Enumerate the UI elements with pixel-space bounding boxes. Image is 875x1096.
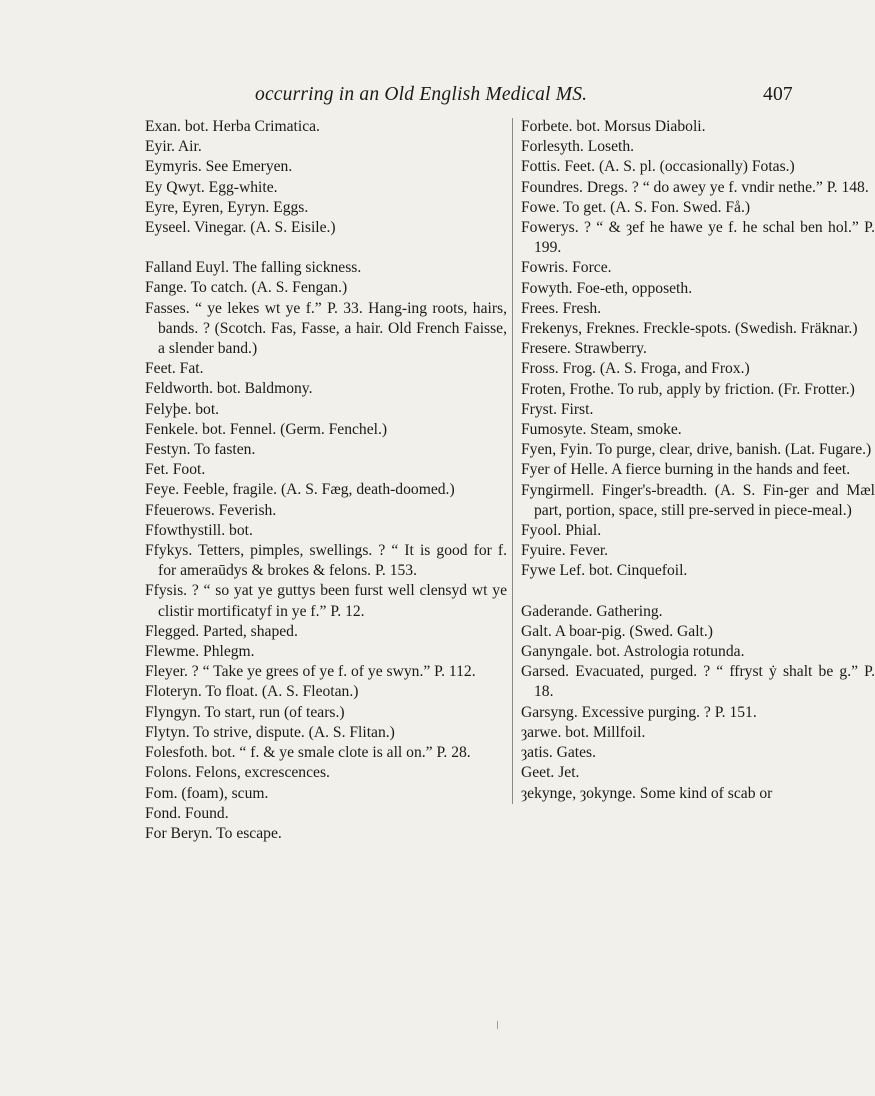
glossary-entry-garsed: Garsed. Evacuated, purged. ? “ ffryst ẏ shalt be g.” P. 18. bbox=[521, 663, 875, 701]
glossary-entry-ffowthystill: Ffowthystill. bot. bbox=[145, 521, 253, 539]
glossary-entry-ganyngale: Ganyngale. bot. Astrologia rotunda. bbox=[521, 643, 745, 661]
page-number: 407 bbox=[763, 84, 793, 105]
glossary-entry-for-beryn: For Beryn. To escape. bbox=[145, 824, 282, 842]
glossary-entry-fowyth: Fowyth. Foe-eth, opposeth. bbox=[521, 279, 693, 297]
section-gap bbox=[521, 582, 875, 602]
glossary-entry-feye: Feye. Feeble, fragile. (A. S. Fæg, death-doomed.) bbox=[145, 481, 455, 499]
glossary-entry-forbete: Forbete. bot. Morsus Diaboli. bbox=[521, 118, 706, 135]
glossary-entry-ey-qwyt: Ey Qwyt. Egg-white. bbox=[145, 178, 278, 196]
glossary-entry-fross: Fross. Frog. (A. S. Froga, and Frox.) bbox=[521, 360, 750, 378]
glossary-entry-frekenys: Frekenys, Freknes. Freckle-spots. (Swedish. Fräknar.) bbox=[521, 320, 858, 338]
glossary-entry-yatis: ȝatis. Gates. bbox=[521, 744, 597, 762]
glossary-entry-fyngirmell: Fyngirmell. Finger's-breadth. (A. S. Fin-ger and Mæl part, portion, space, still pre-served in piece-meal.) bbox=[521, 481, 875, 519]
glossary-entry-floteryn: Floteryn. To float. (A. S. Fleotan.) bbox=[145, 683, 359, 701]
glossary-entry-garsyng: Garsyng. Excessive purging. ? P. 151. bbox=[521, 703, 757, 721]
glossary-entry-yarwe: ȝarwe. bot. Millfoil. bbox=[521, 723, 646, 741]
glossary-entry-falland-euyl: Falland Euyl. The falling sickness. bbox=[145, 259, 362, 277]
glossary-entry-fyen: Fyen, Fyin. To purge, clear, drive, banish. (Lat. Fugare.) bbox=[521, 441, 872, 459]
glossary-entry-ffeuerows: Ffeuerows. Feverish. bbox=[145, 501, 277, 519]
glossary-entry-froten: Froten, Frothe. To rub, apply by friction. (Fr. Frotter.) bbox=[521, 380, 855, 398]
glossary-entry-flyngyn: Flyngyn. To start, run (of tears.) bbox=[145, 703, 345, 721]
glossary-entry-festyn: Festyn. To fasten. bbox=[145, 441, 256, 459]
glossary-entry-frees: Frees. Fresh. bbox=[521, 299, 602, 317]
running-header bbox=[255, 84, 793, 106]
page-mark bbox=[497, 1021, 498, 1029]
glossary-entry-fumosyte: Fumosyte. Steam, smoke. bbox=[521, 421, 682, 439]
glossary-entry-flewme: Flewme. Phlegm. bbox=[145, 643, 255, 661]
glossary-entry-eyir: Eyir. Air. bbox=[145, 138, 202, 156]
glossary-entry-fasses: Fasses. “ ye lekes wt ye f.” P. 33. Hang-ing roots, hairs, bands. ? (Scotch. Fas, Fasse, a hair. Old French Faisse, a slender band.) bbox=[145, 299, 507, 358]
glossary-entry-fowerys: Fowerys. ? “ & ȝef he hawe ye f. he schal ben hol.” P. 199. bbox=[521, 219, 875, 257]
glossary-entry-felythe: Felyþe. bot. bbox=[145, 400, 220, 418]
glossary-entry-feldworth: Feldworth. bot. Baldmony. bbox=[145, 380, 313, 398]
glossary-entry-fottis: Fottis. Feet. (A. S. pl. (occasionally) Fotas.) bbox=[521, 158, 795, 176]
left-column bbox=[145, 117, 507, 844]
glossary-entry-flegged: Flegged. Parted, shaped. bbox=[145, 622, 298, 640]
glossary-entry-forlesyth: Forlesyth. Loseth. bbox=[521, 138, 635, 156]
glossary-entry-eyre: Eyre, Eyren, Eyryn. Eggs. bbox=[145, 198, 309, 216]
right-column bbox=[521, 117, 875, 804]
glossary-entry-fowris: Fowris. Force. bbox=[521, 259, 612, 277]
glossary-entry-gaderande: Gaderande. Gathering. bbox=[521, 602, 663, 620]
glossary-entry-folesfoth: Folesfoth. bot. “ f. & ye smale clote is all on.” P. 28. bbox=[145, 744, 471, 762]
glossary-entry-fyuire: Fyuire. Fever. bbox=[521, 542, 609, 560]
glossary-entry-galt: Galt. A boar-pig. (Swed. Galt.) bbox=[521, 622, 713, 640]
glossary-entry-fyool: Fyool. Phial. bbox=[521, 522, 602, 540]
glossary-entry-fresere: Fresere. Strawberry. bbox=[521, 340, 647, 358]
glossary-entry-fet: Fet. Foot. bbox=[145, 461, 206, 479]
glossary-entry-eymyris: Eymyris. See Emeryen. bbox=[145, 158, 293, 176]
glossary-entry-feet: Feet. Fat. bbox=[145, 360, 204, 378]
glossary-entry-fryst: Fryst. First. bbox=[521, 400, 594, 418]
glossary-entry-geet: Geet. Jet. bbox=[521, 764, 580, 782]
glossary-entry-ffysis: Ffysis. ? “ so yat ye guttys been furst well clensyd wt ye clistir mortificatyf in ye f.” P. 12. bbox=[145, 582, 507, 620]
glossary-entry-fenkele: Fenkele. bot. Fennel. (Germ. Fenchel.) bbox=[145, 420, 388, 438]
glossary-entry-yekynge: ȝekynge, ȝokynge. Some kind of scab or bbox=[521, 784, 773, 802]
glossary-entry-fond: Fond. Found. bbox=[145, 804, 229, 822]
glossary-entry-flytyn: Flytyn. To strive, dispute. (A. S. Flitan.) bbox=[145, 723, 395, 741]
glossary-entry-fowe: Fowe. To get. (A. S. Fon. Swed. Få.) bbox=[521, 198, 751, 216]
glossary-entry-fleyer: Fleyer. ? “ Take ye grees of ye f. of ye swyn.” P. 112. bbox=[145, 663, 476, 681]
glossary-entry-ffykys: Ffykys. Tetters, pimples, swellings. ? “ It is good for f. for ameraūdys & brokes & felons. P. 153. bbox=[145, 542, 507, 580]
glossary-entry-folons: Folons. Felons, excrescences. bbox=[145, 764, 330, 782]
glossary-entry-fom: Fom. (foam), scum. bbox=[145, 784, 269, 802]
glossary-entry-exan: Exan. bot. Herba Crimatica. bbox=[145, 118, 320, 135]
header-title: occurring in an Old English Medical MS. bbox=[255, 84, 588, 105]
column-divider bbox=[512, 118, 513, 804]
glossary-entry-foundres: Foundres. Dregs. ? “ do awey ye f. vndir nethe.” P. 148. bbox=[521, 178, 869, 196]
glossary-entry-eyseel: Eyseel. Vinegar. (A. S. Eisile.) bbox=[145, 219, 336, 237]
glossary-entry-fange: Fange. To catch. (A. S. Fengan.) bbox=[145, 279, 348, 297]
glossary-entry-fywe-lef: Fywe Lef. bot. Cinquefoil. bbox=[521, 562, 688, 580]
glossary-entry-fyer-of-helle: Fyer of Helle. A fierce burning in the hands and feet. bbox=[521, 461, 851, 479]
section-gap bbox=[145, 238, 507, 258]
